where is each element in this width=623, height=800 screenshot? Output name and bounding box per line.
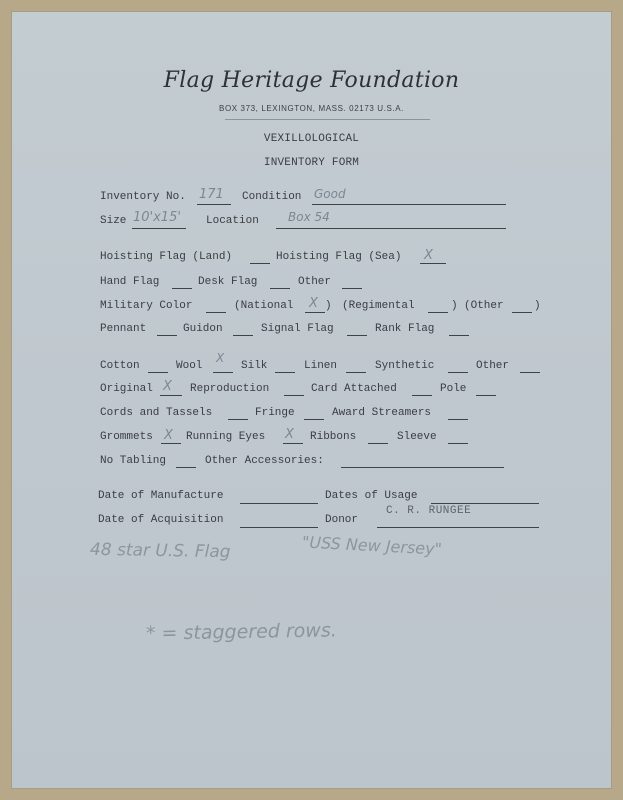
reproduction-line — [284, 395, 304, 396]
other-paren-close: ) — [534, 300, 541, 312]
silk-line — [275, 372, 295, 373]
form-title-vexillological: VEXILLOLOGICAL — [263, 133, 360, 145]
dates-usage-line — [431, 503, 539, 504]
wool-line — [213, 372, 233, 373]
desk-flag-line — [270, 288, 290, 289]
hoist-land-label: Hoisting Flag (Land) — [100, 251, 233, 263]
cotton-label: Cotton — [100, 360, 140, 372]
location-line — [276, 228, 506, 229]
national-close: ) — [325, 300, 332, 312]
condition-value[interactable]: Good — [314, 187, 346, 201]
inventory-no-label: Inventory No. — [100, 191, 186, 203]
grommets-label: Grommets — [100, 431, 153, 443]
award-streamers-label: Award Streamers — [332, 407, 432, 419]
dates-usage-label: Dates of Usage — [325, 490, 418, 502]
other-paren-label: (Other — [464, 300, 504, 312]
linen-label: Linen — [304, 360, 338, 372]
date-manufacture-label: Date of Manufacture — [98, 490, 224, 502]
original-line — [160, 395, 182, 396]
other-accessories-label: Other Accessories: — [205, 455, 324, 467]
location-value[interactable]: Box 54 — [288, 210, 330, 224]
cords-tassels-label: Cords and Tassels — [100, 407, 213, 419]
header-rule — [225, 119, 430, 120]
guidon-line — [233, 335, 253, 336]
ribbons-label: Ribbons — [310, 431, 357, 443]
card-attached-line — [412, 395, 432, 396]
national-label: (National — [234, 300, 294, 312]
grommets-mark[interactable]: X — [164, 428, 173, 443]
size-line — [132, 228, 186, 229]
other2-line — [520, 372, 540, 373]
hoist-land-line — [250, 263, 270, 264]
synthetic-label: Synthetic — [375, 360, 435, 372]
no-tabling-label: No Tabling — [100, 455, 167, 467]
running-eyes-line — [283, 443, 303, 444]
condition-label: Condition — [242, 191, 302, 203]
national-mark[interactable]: X — [309, 296, 318, 311]
pole-line — [476, 395, 496, 396]
pennant-line — [157, 335, 177, 336]
running-eyes-mark[interactable]: X — [285, 427, 294, 442]
fringe-line — [304, 419, 324, 420]
regimental-line — [428, 312, 448, 313]
size-value[interactable]: 10'x15' — [133, 210, 181, 225]
note-flag-description: 48 star U.S. Flag — [89, 539, 231, 563]
synthetic-line — [448, 372, 468, 373]
desk-flag-label: Desk Flag — [198, 276, 258, 288]
other-line — [342, 288, 362, 289]
note-ship-name: "USS New Jersey" — [301, 532, 443, 559]
national-line — [305, 312, 325, 313]
hand-flag-line — [172, 288, 192, 289]
grommets-line — [161, 443, 181, 444]
silk-label: Silk — [241, 360, 268, 372]
original-label: Original — [100, 383, 153, 395]
other-paren-line — [512, 312, 532, 313]
foundation-title: Flag Heritage Foundation — [163, 68, 460, 93]
signal-flag-label: Signal Flag — [261, 323, 334, 335]
inventory-no-line — [197, 204, 231, 205]
date-manufacture-line — [240, 503, 318, 504]
reproduction-label: Reproduction — [190, 383, 270, 395]
linen-line — [346, 372, 366, 373]
military-color-line — [206, 312, 226, 313]
pole-label: Pole — [440, 383, 467, 395]
sleeve-label: Sleeve — [397, 431, 437, 443]
card-attached-label: Card Attached — [311, 383, 397, 395]
note-staggered-rows: * = staggered rows. — [145, 619, 338, 645]
form-title-inventory: INVENTORY FORM — [263, 157, 360, 169]
form-paper — [11, 11, 612, 789]
regimental-close: ) — [451, 300, 458, 312]
original-mark[interactable]: X — [163, 379, 172, 394]
hoist-sea-label: Hoisting Flag (Sea) — [276, 251, 402, 263]
signal-flag-line — [347, 335, 367, 336]
other2-label: Other — [476, 360, 510, 372]
wool-mark[interactable]: X — [216, 351, 225, 365]
other-label: Other — [298, 276, 332, 288]
condition-line — [312, 204, 506, 205]
military-color-label: Military Color — [100, 300, 193, 312]
donor-line — [377, 527, 539, 528]
date-acquisition-line — [240, 527, 318, 528]
pennant-label: Pennant — [100, 323, 147, 335]
hoist-sea-mark[interactable]: X — [424, 248, 433, 263]
rank-flag-line — [449, 335, 469, 336]
donor-label: Donor — [325, 514, 359, 526]
hoist-sea-line — [420, 263, 446, 264]
date-acquisition-label: Date of Acquisition — [98, 514, 224, 526]
other-accessories-line — [341, 467, 504, 468]
no-tabling-line — [176, 467, 196, 468]
hand-flag-label: Hand Flag — [100, 276, 160, 288]
running-eyes-label: Running Eyes — [186, 431, 266, 443]
rank-flag-label: Rank Flag — [375, 323, 435, 335]
foundation-address: BOX 373, LEXINGTON, MASS. 02173 U.S.A. — [219, 104, 404, 113]
cords-tassels-line — [228, 419, 248, 420]
inventory-no-value[interactable]: 171 — [199, 187, 224, 202]
award-streamers-line — [448, 419, 468, 420]
donor-stamp[interactable]: C. R. RUNGEE — [386, 505, 472, 517]
guidon-label: Guidon — [183, 323, 223, 335]
regimental-label: (Regimental — [342, 300, 415, 312]
location-label: Location — [206, 215, 259, 227]
sleeve-line — [448, 443, 468, 444]
fringe-label: Fringe — [255, 407, 295, 419]
size-label: Size — [100, 215, 127, 227]
cotton-line — [148, 372, 168, 373]
wool-label: Wool — [176, 360, 203, 372]
ribbons-line — [368, 443, 388, 444]
